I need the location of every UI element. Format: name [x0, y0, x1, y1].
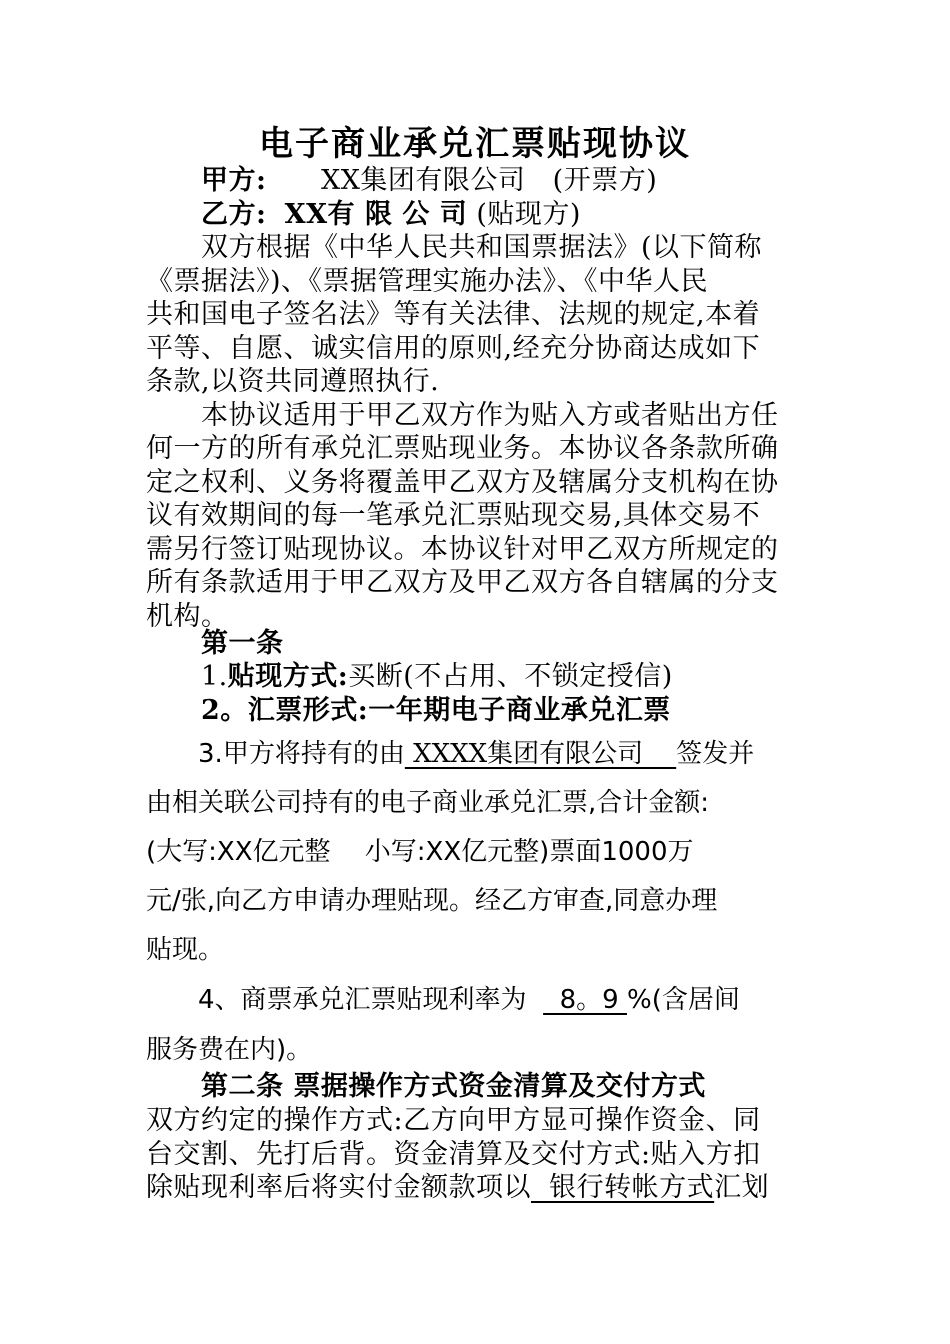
party-a-name: XX集团有限公司: [320, 165, 526, 196]
party-b-line: [146, 198, 581, 232]
scope-line: 何一方的所有承兑汇票贴现业务。本协议各条款所确: [146, 433, 779, 464]
party-b-name: XX有 限 公 司: [284, 199, 468, 230]
article-2-last-suffix: 汇划: [714, 1172, 770, 1203]
intro-line: 共和国电子签名法》等有关法律、法规的规定,本着: [146, 299, 761, 330]
item-3-issuer: XXXX集团有限公司: [404, 739, 677, 769]
article-2-last-line: [146, 1171, 769, 1205]
item-1-value: 买断(不占用、不锁定授信): [348, 661, 673, 692]
item-3-prefix: 3.甲方将持有的由: [198, 739, 405, 769]
article-1-item-2-line: [146, 694, 671, 728]
party-a-role: (开票方): [552, 165, 658, 196]
transfer-method: 银行转帐方式: [531, 1172, 715, 1203]
item-4-line-2: 服务费在内)。: [146, 1035, 313, 1065]
item-number: 1.: [201, 661, 228, 692]
party-b-role: (贴现方): [476, 199, 581, 230]
scope-line: 议有效期间的每一笔承兑汇票贴现交易,具体交易不: [146, 500, 761, 531]
intro-line: 条款,以资共同遵照执行.: [146, 366, 440, 397]
scope-line: 机构。: [146, 601, 229, 632]
intro-line: 《票据法》)、《票据管理实施办法》、《中华人民: [146, 266, 709, 297]
article-1-heading: 第一条: [201, 628, 284, 659]
item-4-rate: 8。9: [543, 985, 627, 1015]
article-1-item-3-line: [146, 737, 754, 771]
document-title: 电子商业承兑汇票贴现协议: [259, 124, 691, 164]
party-a-line: [146, 164, 657, 198]
article-1-item-1: [146, 660, 673, 694]
scope-line: 本协议适用于甲乙双方作为贴入方或者贴出方任: [146, 400, 779, 431]
item-3-line: 贴现。: [146, 935, 225, 965]
party-b-label: 乙方:: [201, 199, 267, 230]
article-2-heading: 第二条 票据操作方式资金清算及交付方式: [201, 1071, 706, 1102]
scope-line: 需另行签订贴现协议。本协议针对甲乙双方所规定的: [146, 534, 779, 565]
item-3-line: 由相关联公司持有的电子商业承兑汇票,合计金额:: [146, 788, 710, 818]
article-1-item-2: 2。汇票形式:一年期电子商业承兑汇票: [201, 695, 671, 726]
item-1-label: 贴现方式:: [227, 661, 349, 692]
article-2-line: 双方约定的操作方式:乙方向甲方显可操作资金、同: [146, 1105, 761, 1136]
item-4-prefix: 4、商票承兑汇票贴现利率为: [198, 985, 544, 1015]
article-2-last-prefix: 除贴现利率后将实付金额款项以: [146, 1172, 531, 1203]
item-4-suffix: %(含居间: [626, 985, 740, 1015]
article-1-heading-line: [146, 627, 284, 661]
intro-line: 平等、自愿、诚实信用的原则,经充分协商达成如下: [146, 333, 761, 364]
intro-line: 双方根据《中华人民共和国票据法》(以下简称: [146, 232, 763, 263]
article-1-item-4-line: [146, 983, 740, 1017]
article-2-line: 台交割、先打后背。资金清算及交付方式:贴入方扣: [146, 1139, 761, 1170]
scope-line: 所有条款适用于甲乙双方及甲乙双方各自辖属的分支: [146, 567, 779, 598]
article-2-heading-line: [146, 1070, 706, 1104]
item-3-line: 元/张,向乙方申请办理贴现。经乙方审查,同意办理: [146, 886, 718, 916]
item-3-suffix: 签发并: [676, 739, 755, 769]
scope-line: 定之权利、义务将覆盖甲乙双方及辖属分支机构在协: [146, 467, 779, 498]
item-3-line: (大写:XX亿元整 小写:XX亿元整)票面1000万: [146, 837, 694, 867]
party-a-label: 甲方:: [201, 165, 267, 196]
